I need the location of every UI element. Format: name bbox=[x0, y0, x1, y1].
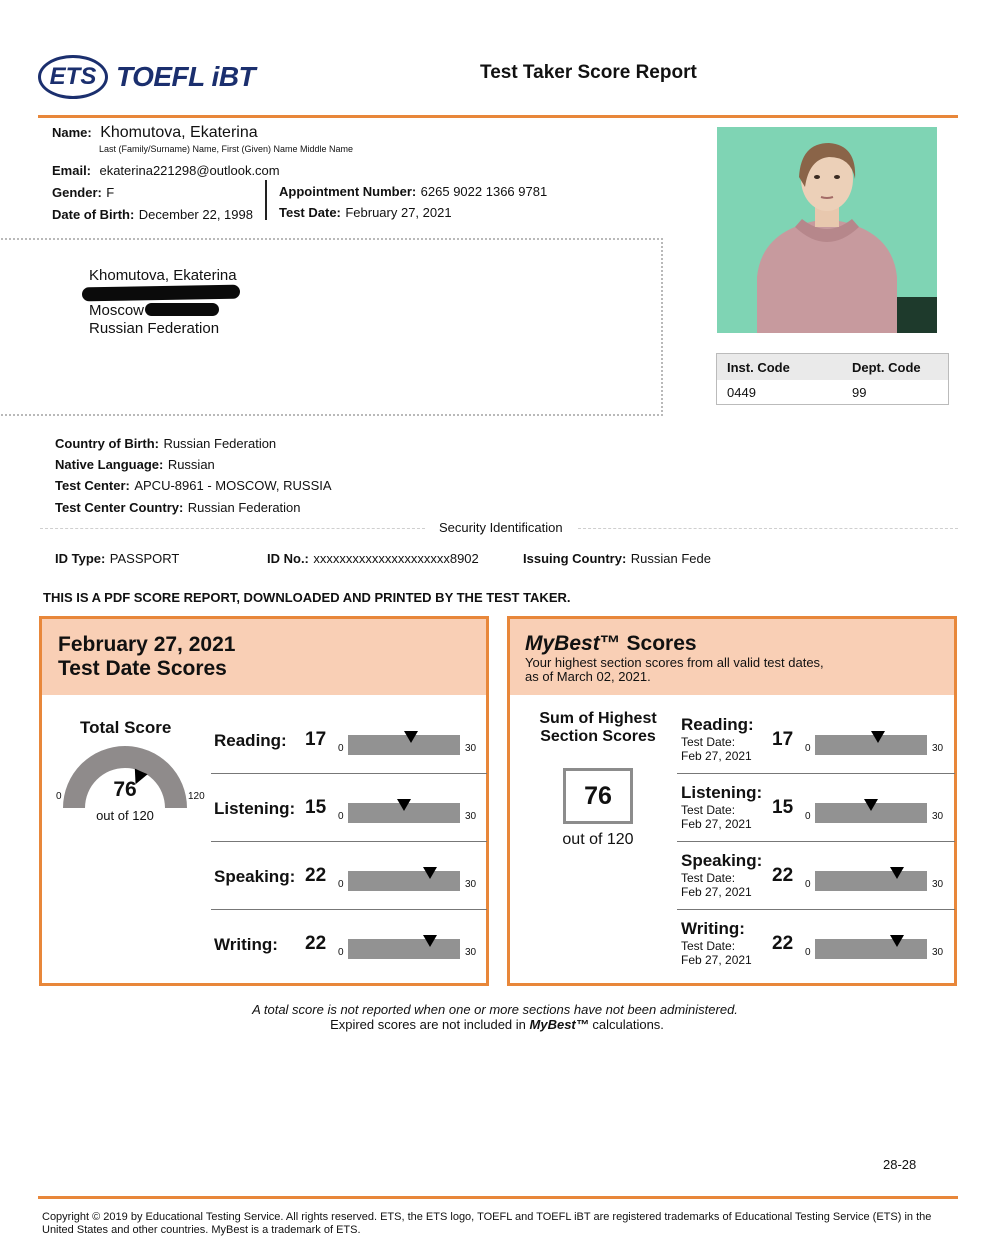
score-bar-track bbox=[348, 735, 460, 755]
section-score: 17 bbox=[305, 729, 327, 750]
dob-label: Date of Birth: bbox=[52, 207, 135, 222]
bar-min-label: 0 bbox=[805, 947, 811, 958]
score-bar bbox=[338, 859, 480, 899]
bar-max-label: 30 bbox=[932, 811, 944, 822]
codes-value-row bbox=[717, 380, 948, 405]
bar-min-label: 0 bbox=[338, 743, 344, 754]
score-bar-track bbox=[348, 803, 460, 823]
sum-highest-label-2: Section Scores bbox=[540, 728, 656, 745]
issuing-country bbox=[523, 550, 711, 568]
mybest-subtitle-1: Your highest section scores from all valid test dates, bbox=[525, 655, 824, 670]
section-label: Speaking: bbox=[214, 867, 296, 886]
bar-max-label: 30 bbox=[932, 743, 944, 754]
footnote-mybest: MyBest™ bbox=[529, 1017, 589, 1032]
gauge-max-label: 120 bbox=[188, 791, 205, 802]
institution-codes-table bbox=[716, 353, 949, 405]
copyright-text: Copyright © 2019 by Educational Testing Service. All rights reserved. ETS, the ETS logo, TOEFL and TOEFL iBT are registered trademarks of Educational Testing Service (ETS) in the United States and other countries. MyBest is a trademark of ETS. bbox=[42, 1211, 932, 1236]
codes-header-row bbox=[717, 354, 948, 380]
bar-min-label: 0 bbox=[805, 743, 811, 754]
mybest-section-label: Listening: bbox=[681, 783, 763, 802]
mybest-test-date-label: Test Date: bbox=[681, 939, 736, 953]
gauge-min-label: 0 bbox=[56, 791, 62, 802]
test-center-label: Test Center: bbox=[55, 478, 130, 493]
email-value: ekaterina221298@outlook.com bbox=[99, 163, 280, 178]
mybest-panel-header bbox=[510, 619, 954, 695]
ets-logo: ETS bbox=[38, 55, 108, 99]
mybest-section-label: Writing: bbox=[681, 919, 745, 938]
name-block bbox=[52, 124, 258, 142]
section-divider bbox=[211, 909, 487, 910]
mybest-test-date-value: Feb 27, 2021 bbox=[681, 817, 752, 831]
mybest-total-box: 76 bbox=[563, 768, 633, 824]
appointment-block bbox=[279, 183, 547, 201]
mybest-heading-rest: ™ Scores bbox=[599, 632, 697, 655]
bar-max-label: 30 bbox=[465, 947, 477, 958]
section-score: 15 bbox=[305, 797, 327, 818]
sum-highest-label-1: Sum of Highest bbox=[539, 710, 657, 727]
appointment-value: 6265 9022 1366 9781 bbox=[420, 184, 548, 199]
security-rule-right bbox=[578, 528, 958, 529]
address-line-name: Khomutova, Ekaterina bbox=[89, 267, 237, 284]
cob-value: Russian Federation bbox=[163, 436, 277, 451]
dob-value: December 22, 1998 bbox=[138, 207, 253, 222]
mybest-test-date-value: Feb 27, 2021 bbox=[681, 749, 752, 763]
total-score-value: 76 bbox=[113, 778, 137, 801]
toefl-ibt-logo: TOEFL iBT bbox=[116, 61, 256, 92]
mybest-section-label: Speaking: bbox=[681, 851, 763, 870]
test-date-label: Test Date: bbox=[279, 205, 341, 220]
id-type bbox=[55, 550, 179, 568]
header-divider bbox=[38, 115, 958, 118]
footnote-line-2 bbox=[0, 1017, 994, 1032]
mybest-test-date-value: Feb 27, 2021 bbox=[681, 953, 752, 967]
footnote-line-1: A total score is not reported when one or more sections have not been administered. bbox=[252, 1002, 738, 1017]
test-center-value: APCU-8961 - MOSCOW, RUSSIA bbox=[134, 478, 332, 493]
sum-highest-label bbox=[526, 710, 670, 746]
redaction-mark bbox=[145, 303, 219, 316]
bar-min-label: 0 bbox=[805, 811, 811, 822]
dob-block bbox=[52, 206, 253, 224]
test-date-panel-header bbox=[42, 619, 486, 695]
score-marker-icon bbox=[397, 799, 411, 811]
total-score-label: Total Score bbox=[80, 718, 172, 737]
score-bar-track bbox=[348, 871, 460, 891]
mybest-subtitle-2: as of March 02, 2021. bbox=[525, 669, 651, 684]
inst-code-value: 0449 bbox=[727, 385, 756, 400]
address-line-country: Russian Federation bbox=[89, 320, 220, 337]
test-center-country bbox=[55, 499, 301, 517]
id-number bbox=[267, 550, 479, 568]
section-label: Reading: bbox=[214, 731, 287, 750]
candidate-name: Khomutova, Ekaterina bbox=[100, 124, 258, 141]
score-marker-icon bbox=[423, 935, 437, 947]
mybest-section-score: 22 bbox=[772, 865, 794, 886]
score-bar bbox=[805, 723, 947, 763]
mybest-total-max: out of 120 bbox=[562, 831, 634, 848]
bar-min-label: 0 bbox=[338, 811, 344, 822]
section-divider bbox=[677, 841, 955, 842]
issuing-country-value: Russian Fede bbox=[630, 551, 711, 566]
score-bar bbox=[805, 791, 947, 831]
page-number: 28-28 bbox=[883, 1157, 917, 1172]
mybest-section-score: 15 bbox=[772, 797, 794, 818]
security-identification-title: Security Identification bbox=[439, 520, 563, 535]
test-center-country-value: Russian Federation bbox=[187, 500, 301, 515]
name-format-hint: Last (Family/Surname) Name, First (Given) Name Middle Name bbox=[99, 144, 354, 154]
address-line-city: Moscow bbox=[89, 302, 145, 319]
section-label: Writing: bbox=[214, 935, 278, 954]
score-bar-track bbox=[348, 939, 460, 959]
candidate-photo bbox=[717, 127, 937, 333]
appointment-label: Appointment Number: bbox=[279, 184, 417, 199]
dept-code-value: 99 bbox=[852, 385, 867, 400]
security-rule-left bbox=[40, 528, 425, 529]
section-divider bbox=[677, 773, 955, 774]
gender-value: F bbox=[106, 185, 115, 200]
info-divider bbox=[265, 180, 267, 220]
score-bar-track bbox=[815, 735, 927, 755]
score-bar-track bbox=[815, 939, 927, 959]
bar-max-label: 30 bbox=[932, 879, 944, 890]
ets-toefl-logo bbox=[38, 52, 255, 102]
test-date-value: February 27, 2021 bbox=[345, 205, 452, 220]
bar-min-label: 0 bbox=[338, 947, 344, 958]
score-bar bbox=[805, 859, 947, 899]
score-bar-track bbox=[815, 871, 927, 891]
photo-illustration bbox=[717, 127, 937, 333]
total-score-max: out of 120 bbox=[96, 808, 154, 823]
inst-code-header: Inst. Code bbox=[727, 359, 790, 375]
native-language bbox=[55, 456, 215, 474]
footnote-line-2-post: calculations. bbox=[588, 1017, 664, 1032]
test-date-subheading: Test Date Scores bbox=[58, 657, 227, 680]
test-date-heading: February 27, 2021 bbox=[58, 633, 236, 656]
score-bar-track bbox=[815, 803, 927, 823]
issuing-country-label: Issuing Country: bbox=[523, 551, 627, 566]
mybest-brand: MyBest bbox=[525, 632, 600, 655]
bar-max-label: 30 bbox=[932, 947, 944, 958]
bar-min-label: 0 bbox=[805, 879, 811, 890]
country-of-birth bbox=[55, 435, 276, 453]
redaction-mark bbox=[82, 285, 240, 302]
footer-divider bbox=[38, 1196, 958, 1199]
test-center-country-label: Test Center Country: bbox=[55, 500, 184, 515]
dept-code-header: Dept. Code bbox=[852, 359, 921, 375]
score-marker-icon bbox=[890, 935, 904, 947]
gender-label: Gender: bbox=[52, 185, 102, 200]
id-type-label: ID Type: bbox=[55, 551, 106, 566]
bar-min-label: 0 bbox=[338, 879, 344, 890]
section-label: Listening: bbox=[214, 799, 296, 818]
mybest-section-score: 17 bbox=[772, 729, 794, 750]
test-date-block bbox=[279, 204, 452, 222]
id-number-label: ID No.: bbox=[267, 551, 309, 566]
gender-block bbox=[52, 184, 114, 202]
mybest-test-date-value: Feb 27, 2021 bbox=[681, 885, 752, 899]
section-divider bbox=[211, 773, 487, 774]
mybest-section-label: Reading: bbox=[681, 715, 754, 734]
language-label: Native Language: bbox=[55, 457, 164, 472]
bar-max-label: 30 bbox=[465, 879, 477, 890]
report-title: Test Taker Score Report bbox=[480, 62, 697, 83]
score-bar bbox=[338, 927, 480, 967]
score-bar bbox=[338, 723, 480, 763]
score-bar bbox=[805, 927, 947, 967]
name-label: Name: bbox=[52, 125, 92, 140]
language-value: Russian bbox=[167, 457, 215, 472]
mybest-test-date-label: Test Date: bbox=[681, 735, 736, 749]
id-number-value: xxxxxxxxxxxxxxxxxxxxx8902 bbox=[313, 551, 479, 566]
score-marker-icon bbox=[404, 731, 418, 743]
section-score: 22 bbox=[305, 933, 327, 954]
test-center bbox=[55, 477, 332, 495]
mybest-test-date-label: Test Date: bbox=[681, 871, 736, 885]
email-label: Email: bbox=[52, 163, 92, 178]
score-marker-icon bbox=[871, 731, 885, 743]
score-marker-icon bbox=[890, 867, 904, 879]
email-block bbox=[52, 162, 280, 180]
section-divider bbox=[677, 909, 955, 910]
mybest-test-date-label: Test Date: bbox=[681, 803, 736, 817]
section-score: 22 bbox=[305, 865, 327, 886]
bar-max-label: 30 bbox=[465, 811, 477, 822]
id-type-value: PASSPORT bbox=[109, 551, 180, 566]
mybest-heading bbox=[525, 632, 954, 656]
score-marker-icon bbox=[864, 799, 878, 811]
bar-max-label: 30 bbox=[465, 743, 477, 754]
footnote-line-2-pre: Expired scores are not included in bbox=[330, 1017, 530, 1032]
cob-label: Country of Birth: bbox=[55, 436, 159, 451]
score-bar bbox=[338, 791, 480, 831]
section-divider bbox=[211, 841, 487, 842]
mybest-section-score: 22 bbox=[772, 933, 794, 954]
score-marker-icon bbox=[423, 867, 437, 879]
pdf-notice: THIS IS A PDF SCORE REPORT, DOWNLOADED AND PRINTED BY THE TEST TAKER. bbox=[43, 590, 571, 605]
